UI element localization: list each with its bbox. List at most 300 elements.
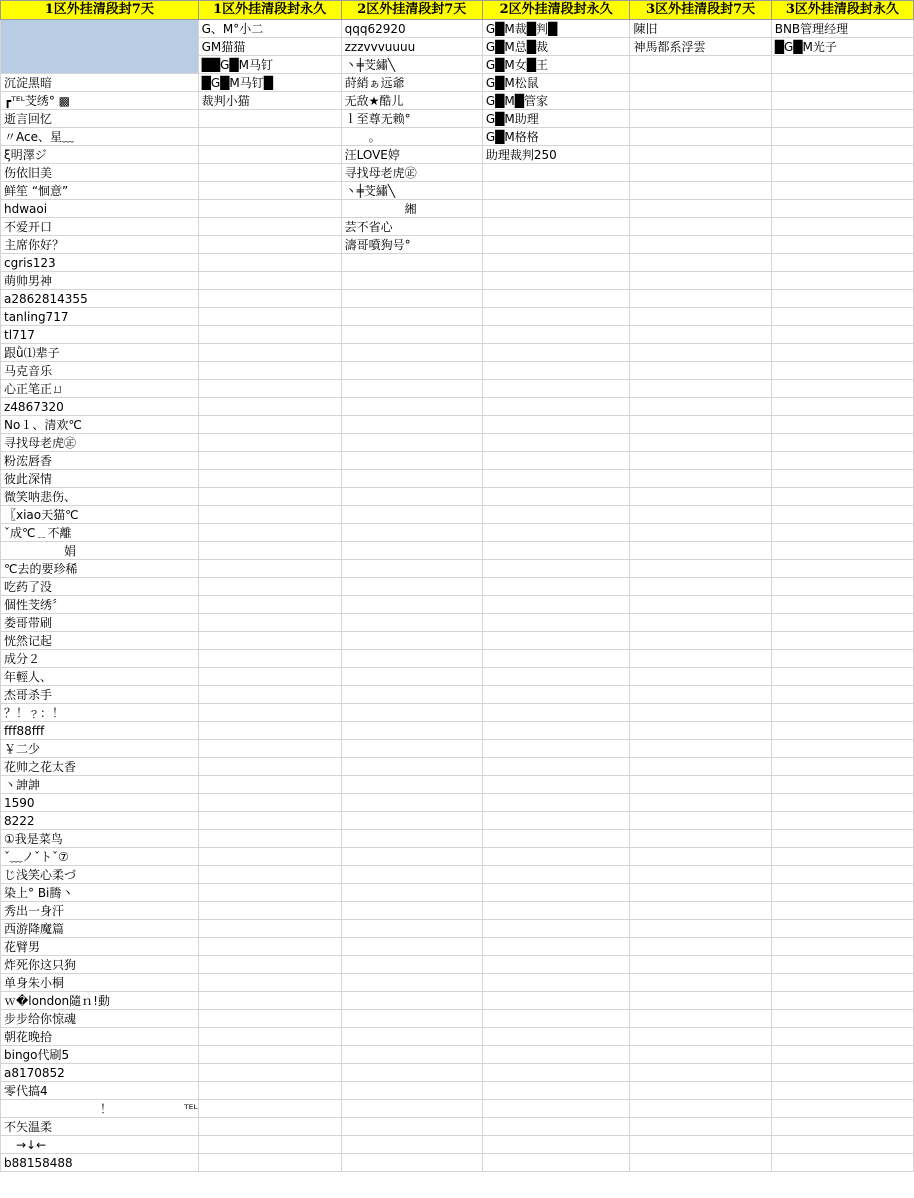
table-cell[interactable] (198, 776, 341, 794)
table-cell[interactable] (341, 434, 482, 452)
table-cell[interactable] (630, 722, 771, 740)
table-cell[interactable] (771, 668, 913, 686)
table-cell[interactable]: 萌帅男神 (1, 272, 199, 290)
table-cell[interactable]: G█M松鼠 (482, 74, 630, 92)
table-cell[interactable] (341, 380, 482, 398)
table-cell[interactable] (771, 830, 913, 848)
table-cell[interactable]: 不爱开口 (1, 218, 199, 236)
table-cell[interactable]: 成分２ (1, 650, 199, 668)
table-cell[interactable] (198, 1100, 341, 1118)
table-cell[interactable] (630, 1118, 771, 1136)
table-cell[interactable] (198, 1136, 341, 1154)
table-cell[interactable] (341, 470, 482, 488)
table-cell[interactable]: 汪LOVE婷 (341, 146, 482, 164)
table-cell[interactable]: 无敌★酷儿 (341, 92, 482, 110)
table-cell[interactable] (198, 488, 341, 506)
table-cell[interactable] (482, 1118, 630, 1136)
table-cell[interactable] (771, 758, 913, 776)
table-cell[interactable] (341, 614, 482, 632)
table-cell[interactable]: 丶╪芠繡╲ (341, 56, 482, 74)
table-cell[interactable] (341, 902, 482, 920)
table-cell[interactable]: 逝言回忆 (1, 110, 199, 128)
table-cell[interactable] (630, 776, 771, 794)
table-cell[interactable]: 助理裁判250 (482, 146, 630, 164)
table-cell[interactable] (771, 416, 913, 434)
table-cell[interactable] (198, 380, 341, 398)
table-cell[interactable] (630, 1046, 771, 1064)
table-cell[interactable] (198, 308, 341, 326)
table-cell[interactable] (630, 398, 771, 416)
table-cell[interactable] (341, 650, 482, 668)
table-cell[interactable] (198, 182, 341, 200)
table-cell[interactable] (198, 884, 341, 902)
table-cell[interactable] (630, 974, 771, 992)
table-cell[interactable] (630, 1028, 771, 1046)
table-cell[interactable] (630, 992, 771, 1010)
table-cell[interactable] (482, 740, 630, 758)
table-cell[interactable] (482, 614, 630, 632)
table-cell[interactable] (630, 236, 771, 254)
table-cell[interactable]: ℃去的要珍稀 (1, 560, 199, 578)
table-cell[interactable]: G、M°小二 (198, 20, 341, 38)
table-cell[interactable] (482, 164, 630, 182)
table-cell[interactable] (482, 326, 630, 344)
table-cell[interactable] (771, 362, 913, 380)
table-cell[interactable] (771, 74, 913, 92)
table-cell[interactable] (630, 146, 771, 164)
table-cell[interactable] (771, 686, 913, 704)
table-cell[interactable]: 〃Ace、星﹏ (1, 128, 199, 146)
table-cell[interactable] (630, 632, 771, 650)
table-cell[interactable] (482, 992, 630, 1010)
table-cell[interactable] (482, 866, 630, 884)
table-cell[interactable] (198, 956, 341, 974)
table-cell[interactable] (198, 434, 341, 452)
table-cell[interactable] (630, 434, 771, 452)
table-cell[interactable]: ｌ至尊无赖° (341, 110, 482, 128)
table-cell[interactable] (341, 416, 482, 434)
table-cell[interactable] (341, 938, 482, 956)
table-cell[interactable] (198, 128, 341, 146)
table-cell[interactable] (630, 290, 771, 308)
table-cell[interactable] (482, 524, 630, 542)
table-cell[interactable]: fff88fff (1, 722, 199, 740)
table-cell[interactable] (771, 128, 913, 146)
table-cell[interactable] (341, 1046, 482, 1064)
table-cell[interactable] (482, 1010, 630, 1028)
table-cell[interactable] (341, 362, 482, 380)
table-cell[interactable]: 個性芠绣〞 (1, 596, 199, 614)
table-cell[interactable] (630, 92, 771, 110)
table-cell[interactable] (771, 200, 913, 218)
table-cell[interactable]: 年輕人、 (1, 668, 199, 686)
table-cell[interactable]: 沉淀黑暗 (1, 74, 199, 92)
table-cell[interactable] (630, 1154, 771, 1172)
table-cell[interactable] (630, 164, 771, 182)
table-cell[interactable]: ￥二少 (1, 740, 199, 758)
table-cell[interactable] (482, 938, 630, 956)
table-cell[interactable] (341, 326, 482, 344)
table-cell[interactable] (771, 290, 913, 308)
table-cell[interactable] (198, 974, 341, 992)
table-cell[interactable]: 染上° Bi腾丶 (1, 884, 199, 902)
table-cell[interactable] (482, 1064, 630, 1082)
table-cell[interactable] (771, 506, 913, 524)
table-cell[interactable] (771, 812, 913, 830)
table-cell[interactable]: ｗ�london隨ｎ!動 (1, 992, 199, 1010)
table-cell[interactable] (630, 596, 771, 614)
table-cell[interactable] (198, 938, 341, 956)
table-cell[interactable] (341, 1064, 482, 1082)
table-cell[interactable] (771, 1136, 913, 1154)
table-cell[interactable] (482, 1154, 630, 1172)
table-cell[interactable] (482, 1100, 630, 1118)
table-cell[interactable] (630, 470, 771, 488)
table-cell[interactable] (630, 902, 771, 920)
table-cell[interactable] (771, 1010, 913, 1028)
table-cell[interactable]: ？！﹖：！ (1, 704, 199, 722)
table-cell[interactable] (341, 254, 482, 272)
table-cell[interactable] (482, 182, 630, 200)
table-cell[interactable] (771, 596, 913, 614)
table-cell[interactable] (482, 920, 630, 938)
header-cell-zone1-7days[interactable]: 1区外挂清段封7天 (1, 1, 199, 20)
table-cell[interactable]: BNB管理经理 (771, 20, 913, 38)
table-cell[interactable] (341, 596, 482, 614)
table-cell[interactable] (482, 488, 630, 506)
table-cell[interactable] (198, 812, 341, 830)
table-cell[interactable]: ①我是菜鸟 (1, 830, 199, 848)
table-cell[interactable] (341, 704, 482, 722)
table-cell[interactable] (630, 938, 771, 956)
table-cell[interactable] (198, 866, 341, 884)
table-cell[interactable] (771, 1046, 913, 1064)
table-cell[interactable]: 丶訷訷 (1, 776, 199, 794)
table-cell[interactable] (482, 380, 630, 398)
table-cell[interactable] (771, 614, 913, 632)
table-cell[interactable]: a8170852 (1, 1064, 199, 1082)
table-cell[interactable] (630, 128, 771, 146)
table-cell[interactable]: tl717 (1, 326, 199, 344)
table-cell[interactable] (482, 254, 630, 272)
table-cell[interactable]: 朝花晚拾 (1, 1028, 199, 1046)
table-cell[interactable] (771, 164, 913, 182)
table-cell[interactable] (482, 1046, 630, 1064)
table-cell[interactable] (341, 542, 482, 560)
table-cell[interactable] (341, 1010, 482, 1028)
table-cell[interactable] (198, 236, 341, 254)
table-cell[interactable]: ˇ﹏ノˇトˇ⑦ (1, 848, 199, 866)
table-cell[interactable] (198, 416, 341, 434)
table-cell[interactable] (771, 902, 913, 920)
table-cell[interactable] (630, 380, 771, 398)
table-cell[interactable] (482, 848, 630, 866)
table-cell[interactable]: zzzvvvuuuu (341, 38, 482, 56)
table-cell[interactable] (630, 452, 771, 470)
table-cell[interactable] (771, 848, 913, 866)
table-cell[interactable] (482, 668, 630, 686)
table-cell[interactable]: qqq62920 (341, 20, 482, 38)
table-cell[interactable] (341, 1082, 482, 1100)
table-cell[interactable] (198, 524, 341, 542)
table-cell[interactable] (198, 632, 341, 650)
table-cell[interactable] (771, 938, 913, 956)
table-cell[interactable] (630, 416, 771, 434)
table-cell[interactable]: 不矢温柔 (1, 1118, 199, 1136)
table-cell[interactable]: 微笑呐悲伤、 (1, 488, 199, 506)
table-cell[interactable] (341, 290, 482, 308)
table-cell[interactable]: 西游降魔篇 (1, 920, 199, 938)
table-cell[interactable]: 花臂男 (1, 938, 199, 956)
table-cell[interactable] (198, 758, 341, 776)
table-cell[interactable] (341, 956, 482, 974)
table-cell[interactable] (630, 182, 771, 200)
table-cell[interactable] (771, 866, 913, 884)
table-cell[interactable] (630, 488, 771, 506)
table-cell[interactable] (771, 560, 913, 578)
table-cell[interactable] (482, 830, 630, 848)
table-cell[interactable] (341, 1136, 482, 1154)
table-cell[interactable] (630, 758, 771, 776)
table-cell[interactable] (482, 218, 630, 236)
table-cell[interactable] (341, 920, 482, 938)
table-cell[interactable] (198, 200, 341, 218)
table-cell[interactable] (482, 452, 630, 470)
table-cell[interactable]: 零代搞4 (1, 1082, 199, 1100)
table-cell[interactable] (482, 398, 630, 416)
table-cell[interactable]: 主席你好？ (1, 236, 199, 254)
table-cell[interactable] (630, 542, 771, 560)
table-cell[interactable] (341, 506, 482, 524)
table-cell[interactable] (341, 812, 482, 830)
table-cell[interactable] (771, 488, 913, 506)
table-cell[interactable] (482, 974, 630, 992)
table-cell[interactable]: tanling717 (1, 308, 199, 326)
header-cell-zone3-permanent[interactable]: 3区外挂清段封永久 (771, 1, 913, 20)
table-cell[interactable]: █G█M马钉█ (198, 74, 341, 92)
table-cell[interactable] (630, 362, 771, 380)
table-cell[interactable] (771, 272, 913, 290)
table-cell[interactable] (198, 506, 341, 524)
table-cell[interactable] (341, 794, 482, 812)
table-cell[interactable] (771, 884, 913, 902)
table-cell[interactable]: G█M裁█判█ (482, 20, 630, 38)
table-cell[interactable] (198, 398, 341, 416)
table-cell[interactable]: 寻找母老虎㊣ (1, 434, 199, 452)
table-cell[interactable] (771, 236, 913, 254)
table-cell[interactable]: ┏ᵀᴱᴸ芠绣° ▩ (1, 92, 199, 110)
table-cell[interactable]: 杰哥杀手 (1, 686, 199, 704)
table-cell[interactable] (198, 686, 341, 704)
table-cell[interactable] (198, 1028, 341, 1046)
table-cell[interactable] (771, 992, 913, 1010)
table-cell[interactable] (630, 686, 771, 704)
table-cell[interactable] (771, 56, 913, 74)
table-cell[interactable] (198, 650, 341, 668)
table-cell[interactable]: 伤依旧美 (1, 164, 199, 182)
table-cell[interactable] (771, 1100, 913, 1118)
table-cell[interactable] (630, 200, 771, 218)
table-cell[interactable] (771, 380, 913, 398)
table-cell[interactable] (630, 1064, 771, 1082)
table-cell[interactable] (630, 74, 771, 92)
table-cell[interactable] (771, 1154, 913, 1172)
table-cell[interactable]: G█M总█裁 (482, 38, 630, 56)
table-cell[interactable] (198, 740, 341, 758)
table-cell[interactable] (771, 1028, 913, 1046)
header-cell-zone2-7days[interactable]: 2区外挂清段封7天 (341, 1, 482, 20)
table-cell[interactable] (771, 776, 913, 794)
table-cell[interactable] (482, 776, 630, 794)
table-cell[interactable] (198, 1118, 341, 1136)
table-cell[interactable] (630, 344, 771, 362)
table-cell[interactable] (630, 326, 771, 344)
table-cell[interactable]: 单身朱小桐 (1, 974, 199, 992)
table-cell[interactable] (198, 668, 341, 686)
table-cell[interactable] (482, 362, 630, 380)
table-cell[interactable] (771, 146, 913, 164)
table-cell[interactable] (341, 776, 482, 794)
table-cell[interactable] (341, 848, 482, 866)
header-cell-zone3-7days[interactable]: 3区外挂清段封7天 (630, 1, 771, 20)
table-cell[interactable] (341, 452, 482, 470)
table-cell[interactable] (341, 524, 482, 542)
table-cell[interactable] (630, 308, 771, 326)
table-cell[interactable] (198, 560, 341, 578)
table-cell[interactable] (198, 344, 341, 362)
table-cell[interactable]: 莳綃ぁ远爺 (341, 74, 482, 92)
table-cell[interactable] (198, 830, 341, 848)
table-cell[interactable] (771, 218, 913, 236)
table-cell[interactable] (482, 1028, 630, 1046)
table-cell[interactable]: 恍然记起 (1, 632, 199, 650)
table-cell[interactable]: a2862814355 (1, 290, 199, 308)
header-cell-zone2-permanent[interactable]: 2区外挂清段封永久 (482, 1, 630, 20)
table-cell[interactable] (771, 794, 913, 812)
table-cell[interactable] (771, 704, 913, 722)
table-cell[interactable]: 裁判小猫 (198, 92, 341, 110)
table-cell[interactable] (482, 272, 630, 290)
table-cell[interactable]: じ浅笑心柔づ (1, 866, 199, 884)
table-cell[interactable] (341, 686, 482, 704)
table-cell[interactable] (198, 326, 341, 344)
table-cell[interactable]: 粉浤唇香 (1, 452, 199, 470)
table-cell[interactable] (482, 794, 630, 812)
table-cell[interactable] (341, 1100, 482, 1118)
table-cell[interactable]: ！ ᵀᴱᴸ (1, 1100, 199, 1118)
header-cell-zone1-permanent[interactable]: 1区外挂清段封永久 (198, 1, 341, 20)
table-cell[interactable]: 彼此深情 (1, 470, 199, 488)
table-cell[interactable] (630, 218, 771, 236)
table-cell[interactable] (771, 308, 913, 326)
table-cell[interactable] (771, 920, 913, 938)
table-cell[interactable] (198, 578, 341, 596)
table-cell[interactable] (482, 506, 630, 524)
table-cell[interactable] (198, 794, 341, 812)
table-cell[interactable] (482, 596, 630, 614)
table-cell[interactable] (482, 956, 630, 974)
table-cell[interactable] (198, 218, 341, 236)
table-cell[interactable]: 心正笔正ㄩ (1, 380, 199, 398)
table-cell[interactable] (771, 740, 913, 758)
table-cell[interactable] (630, 56, 771, 74)
table-cell[interactable] (771, 524, 913, 542)
table-cell[interactable] (630, 740, 771, 758)
table-cell[interactable] (630, 1136, 771, 1154)
table-cell[interactable] (630, 1100, 771, 1118)
table-cell[interactable] (341, 272, 482, 290)
table-cell[interactable] (771, 974, 913, 992)
table-cell[interactable]: 吃药了没 (1, 578, 199, 596)
table-cell[interactable]: b88158488 (1, 1154, 199, 1172)
table-cell[interactable]: G█M助理 (482, 110, 630, 128)
table-cell[interactable] (341, 722, 482, 740)
table-cell[interactable] (341, 398, 482, 416)
table-cell[interactable] (198, 614, 341, 632)
table-cell[interactable] (482, 812, 630, 830)
table-cell[interactable]: 丶╪芠繡╲ (341, 182, 482, 200)
table-cell[interactable] (630, 560, 771, 578)
table-cell[interactable] (482, 542, 630, 560)
table-cell[interactable] (630, 956, 771, 974)
table-cell[interactable]: █G█M光子 (771, 38, 913, 56)
table-cell[interactable] (630, 1010, 771, 1028)
table-cell[interactable] (198, 362, 341, 380)
table-cell[interactable] (341, 740, 482, 758)
selected-cell[interactable] (1, 20, 199, 74)
table-cell[interactable] (630, 110, 771, 128)
table-cell[interactable] (771, 92, 913, 110)
table-cell[interactable]: 炸死你这只狗 (1, 956, 199, 974)
table-cell[interactable] (341, 578, 482, 596)
table-cell[interactable] (482, 470, 630, 488)
table-cell[interactable] (198, 110, 341, 128)
table-cell[interactable] (771, 182, 913, 200)
table-cell[interactable] (630, 848, 771, 866)
table-cell[interactable] (630, 668, 771, 686)
table-cell[interactable] (482, 686, 630, 704)
table-cell[interactable] (482, 632, 630, 650)
table-cell[interactable] (771, 578, 913, 596)
table-cell[interactable] (482, 290, 630, 308)
table-cell[interactable] (771, 470, 913, 488)
table-cell[interactable] (341, 1118, 482, 1136)
table-cell[interactable]: 寻找母老虎㊣ (341, 164, 482, 182)
table-cell[interactable]: hdwaoi (1, 200, 199, 218)
table-cell[interactable] (771, 1118, 913, 1136)
table-cell[interactable] (198, 1154, 341, 1172)
table-cell[interactable] (482, 902, 630, 920)
table-cell[interactable] (630, 506, 771, 524)
table-cell[interactable] (482, 758, 630, 776)
table-cell[interactable] (341, 884, 482, 902)
table-cell[interactable] (198, 290, 341, 308)
table-cell[interactable] (198, 254, 341, 272)
table-cell[interactable] (482, 1136, 630, 1154)
table-cell[interactable] (341, 344, 482, 362)
table-cell[interactable] (198, 596, 341, 614)
table-cell[interactable] (630, 650, 771, 668)
table-cell[interactable] (341, 758, 482, 776)
table-cell[interactable] (630, 884, 771, 902)
table-cell[interactable] (482, 344, 630, 362)
table-cell[interactable] (198, 452, 341, 470)
table-cell[interactable]: 神馬都系浮雲 (630, 38, 771, 56)
table-cell[interactable] (482, 416, 630, 434)
table-cell[interactable] (630, 920, 771, 938)
table-cell[interactable] (198, 1082, 341, 1100)
table-cell[interactable] (482, 650, 630, 668)
